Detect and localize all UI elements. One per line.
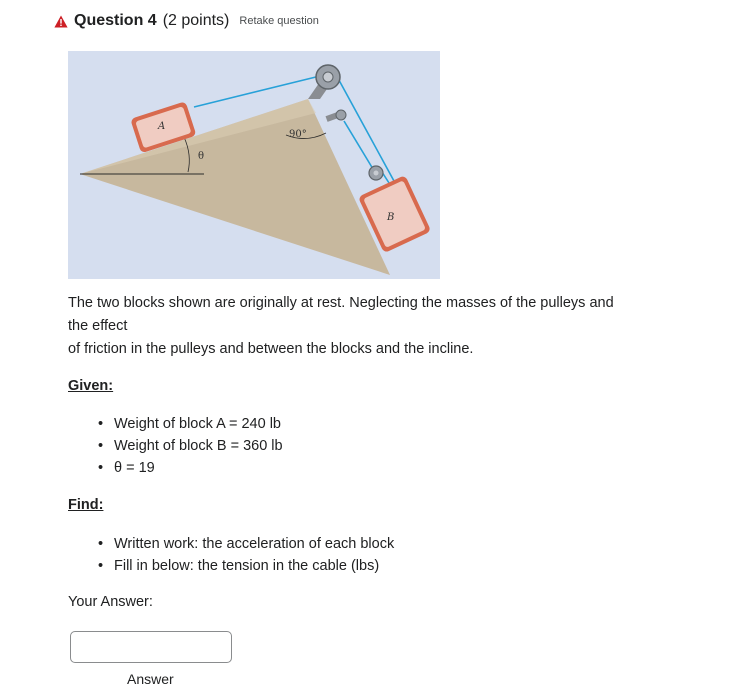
theta-label: θ — [198, 151, 205, 162]
find-item-tension: • Fill in below: the tension in the cable (lbs) — [94, 555, 394, 577]
description-line-1: The two blocks shown are originally at rest. Neglecting the masses of the pulleys and — [68, 295, 614, 311]
warning-icon — [54, 15, 68, 28]
find-list — [94, 533, 394, 577]
description-line-3: of friction in the pulleys and between the blocks and the incline. — [68, 341, 474, 357]
given-list — [94, 413, 283, 479]
given-item-weight-a: • Weight of block A = 240 lb — [94, 413, 283, 435]
your-answer-label: Your Answer: — [68, 594, 153, 610]
find-heading: Find: — [68, 497, 104, 513]
retake-question-label: Retake question — [239, 15, 319, 27]
given-item-theta: • θ = 19 — [94, 457, 283, 479]
incline-pulley — [336, 110, 346, 120]
right-angle-label: 90° — [289, 129, 307, 140]
block-a-label: A — [158, 121, 166, 132]
given-heading: Given: — [68, 378, 114, 394]
given-item-weight-b: • Weight of block B = 360 lb — [94, 435, 283, 457]
description-line-2: the effect — [68, 318, 128, 334]
question-header — [54, 12, 319, 30]
problem-figure — [68, 51, 440, 279]
find-item-acceleration: • Written work: the acceleration of each block — [94, 533, 394, 555]
question-title: Question 4 — [74, 12, 157, 29]
block-b-label: B — [387, 212, 395, 223]
answer-input[interactable] — [70, 631, 232, 663]
answer-caption: Answer — [127, 671, 174, 687]
question-points: (2 points) — [162, 12, 230, 29]
